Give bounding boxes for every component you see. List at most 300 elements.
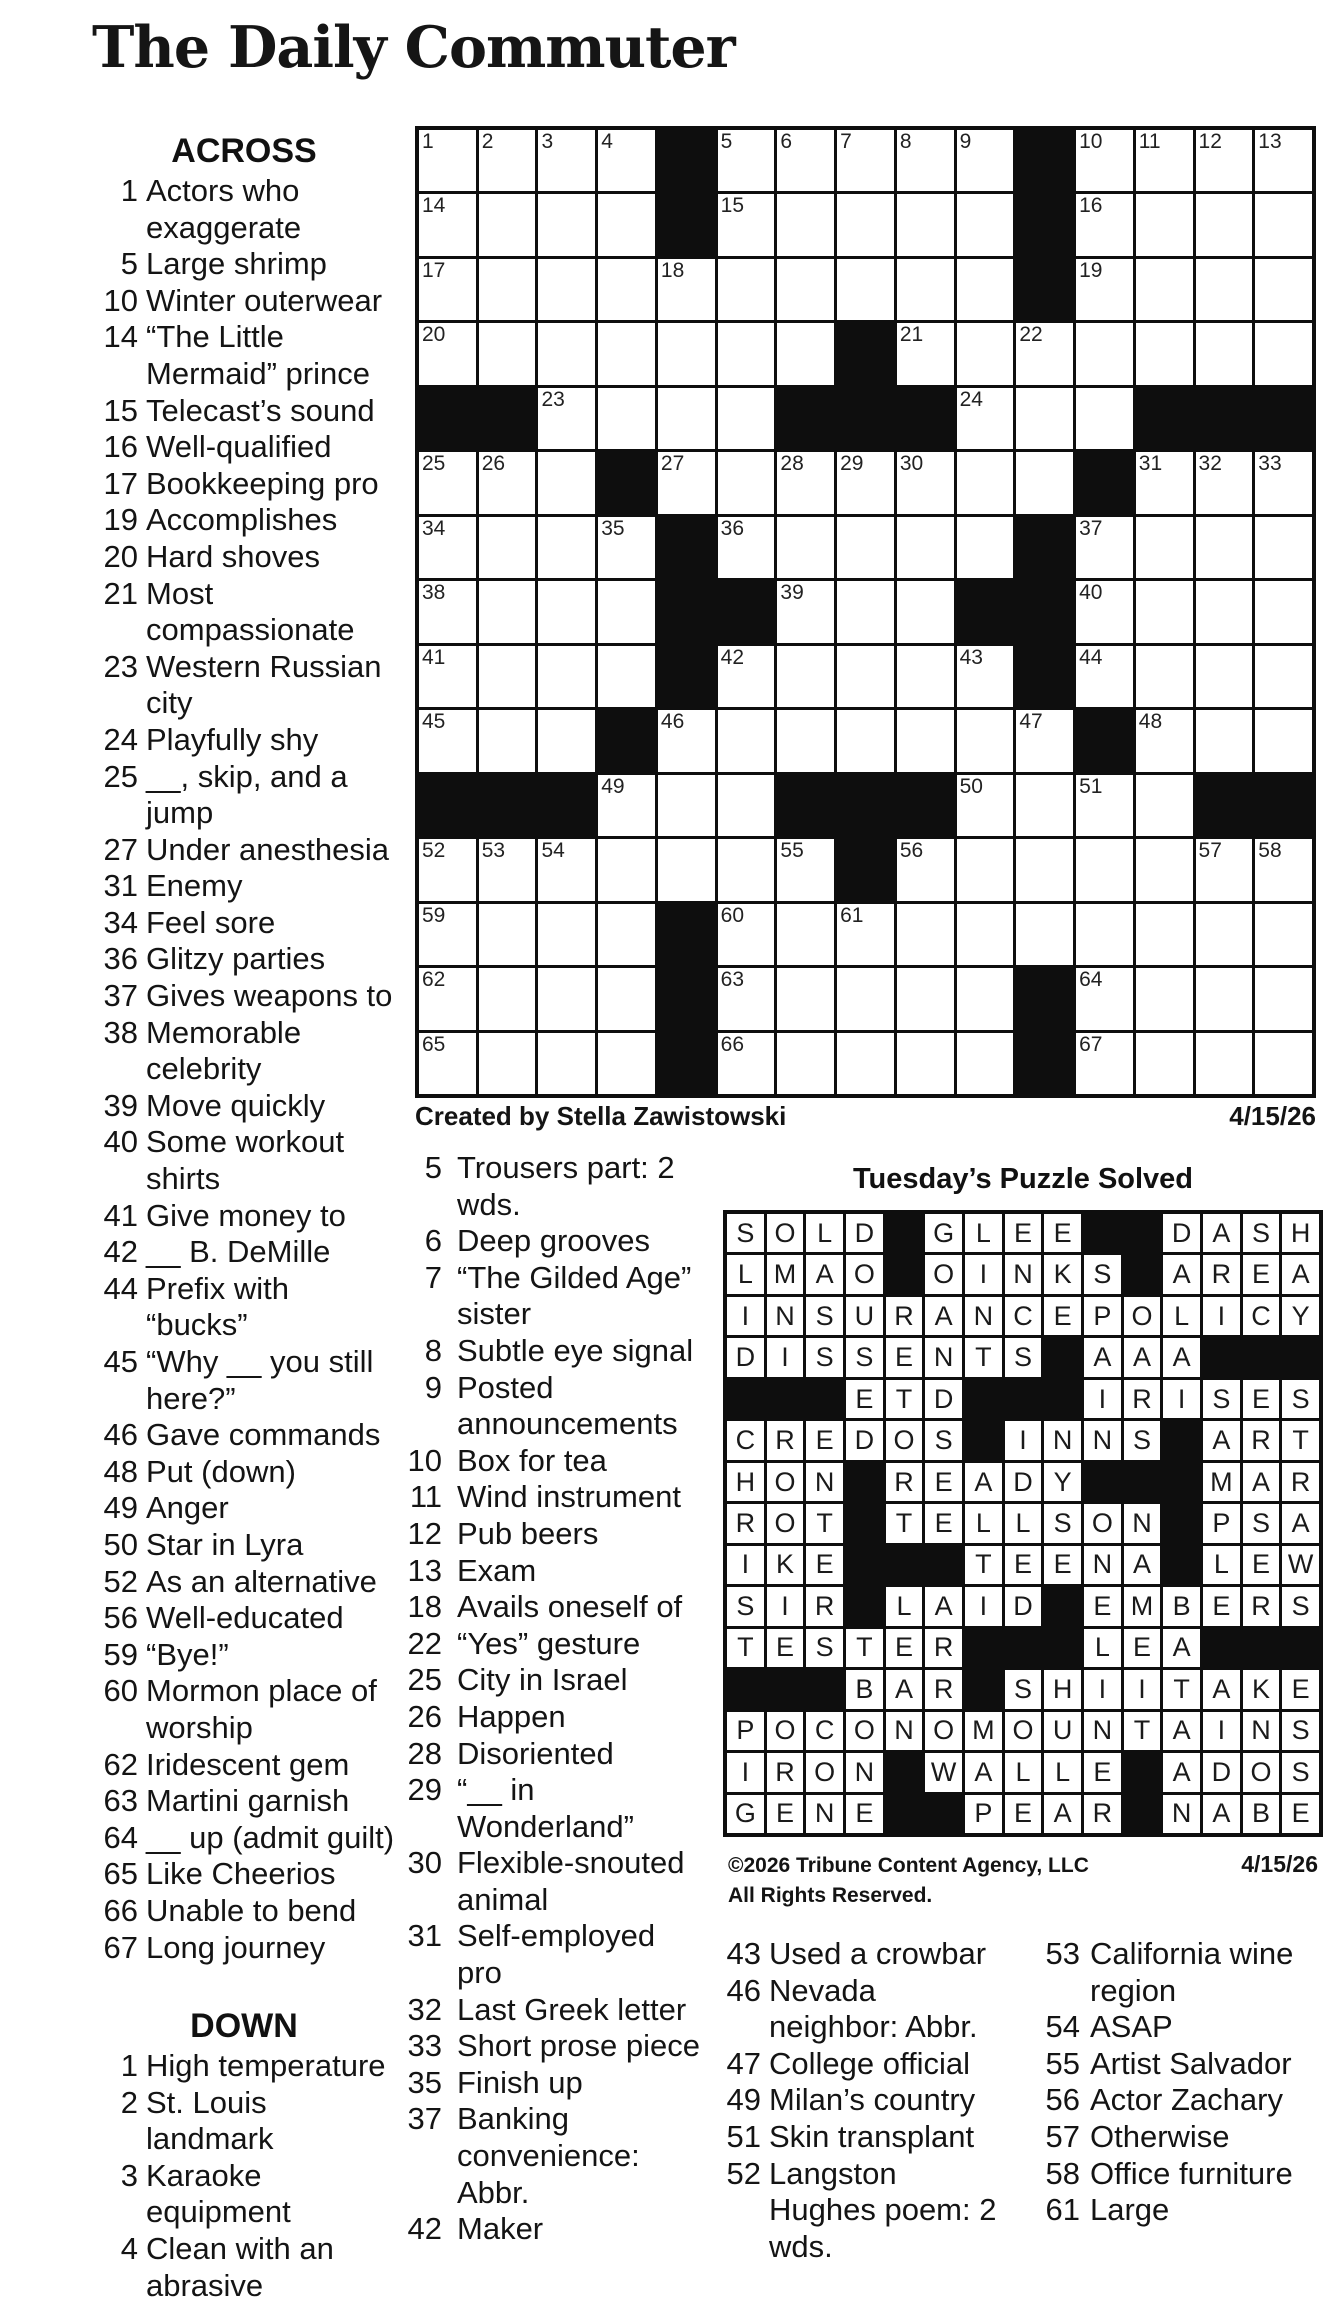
grid-cell[interactable] [419, 904, 476, 965]
grid-cell[interactable] [777, 259, 834, 320]
down-header: DOWN [190, 2007, 298, 2046]
grid-cell[interactable] [718, 517, 775, 578]
grid-cell[interactable] [538, 452, 595, 513]
grid-cell[interactable] [419, 646, 476, 707]
grid-cell[interactable] [658, 710, 715, 771]
grid-cell[interactable] [1076, 517, 1133, 578]
grid-cell[interactable] [479, 646, 536, 707]
crossword-grid [415, 126, 1316, 1098]
grid-cell[interactable] [538, 710, 595, 771]
solved-letter-cell: E [1124, 1629, 1161, 1667]
grid-cell[interactable] [897, 710, 954, 771]
clue-number: 53 [1045, 1936, 1080, 1971]
clue-number: 52 [726, 2155, 761, 2191]
grid-cell[interactable] [1136, 259, 1193, 320]
grid-cell[interactable] [1196, 452, 1253, 513]
black-square [1044, 1629, 1081, 1667]
grid-cell[interactable] [1255, 710, 1312, 771]
clue-number: 19 [103, 502, 138, 538]
grid-cell[interactable] [1136, 517, 1193, 578]
solved-letter-cell: R [925, 1670, 962, 1708]
grid-cell[interactable] [1196, 323, 1253, 384]
clue-text: St. Louis landmark [146, 2084, 274, 2157]
grid-cell[interactable] [598, 968, 655, 1029]
grid-cell[interactable] [598, 323, 655, 384]
clue-number: 29 [407, 1772, 442, 1808]
grid-cell[interactable] [777, 194, 834, 255]
grid-cell[interactable] [837, 259, 894, 320]
solved-letter-cell: N [886, 1712, 923, 1750]
grid-cell[interactable] [1076, 323, 1133, 384]
grid-cell[interactable] [598, 646, 655, 707]
grid-cell[interactable] [718, 323, 775, 384]
grid-cell[interactable] [538, 517, 595, 578]
grid-cell[interactable] [1136, 904, 1193, 965]
grid-cell[interactable] [777, 323, 834, 384]
grid-cell[interactable] [1255, 194, 1312, 255]
grid-cell[interactable] [419, 968, 476, 1029]
grid-cell[interactable] [598, 839, 655, 900]
cell-number: 20 [422, 323, 446, 347]
grid-cell[interactable] [538, 130, 595, 191]
clue-number: 49 [726, 2082, 761, 2118]
black-square [658, 130, 715, 191]
grid-cell[interactable] [598, 259, 655, 320]
grid-cell[interactable] [1196, 259, 1253, 320]
clue-item [390, 1516, 702, 1553]
grid-cell[interactable] [897, 323, 954, 384]
grid-cell[interactable] [479, 581, 536, 642]
grid-cell[interactable] [957, 323, 1014, 384]
grid-cell[interactable] [837, 646, 894, 707]
clue-text: Western Russian city [146, 648, 382, 721]
grid-cell[interactable] [1076, 194, 1133, 255]
solved-letter-cell: N [1243, 1712, 1280, 1750]
grid-cell[interactable] [718, 1033, 775, 1094]
grid-cell[interactable] [1016, 323, 1073, 384]
grid-cell[interactable] [479, 710, 536, 771]
grid-cell[interactable] [957, 775, 1014, 836]
grid-cell[interactable] [479, 904, 536, 965]
grid-cell[interactable] [479, 194, 536, 255]
grid-cell[interactable] [1196, 710, 1253, 771]
grid-cell[interactable] [1076, 646, 1133, 707]
grid-cell[interactable] [1255, 839, 1312, 900]
grid-cell[interactable] [1196, 968, 1253, 1029]
solved-letter-cell: S [846, 1338, 883, 1376]
clue-text: Accomplishes [146, 502, 338, 538]
solved-letter-cell: L [1163, 1297, 1200, 1335]
clue-text: Avails oneself of [457, 1589, 683, 1625]
solved-letter-cell: I [1163, 1380, 1200, 1418]
solved-letter-cell: H [727, 1463, 764, 1501]
grid-cell[interactable] [658, 323, 715, 384]
solved-letter-cell: I [965, 1587, 1002, 1625]
clue-item [90, 576, 398, 649]
grid-cell[interactable] [658, 259, 715, 320]
grid-cell[interactable] [1255, 452, 1312, 513]
grid-cell[interactable] [419, 323, 476, 384]
grid-cell[interactable] [837, 194, 894, 255]
grid-cell[interactable] [1076, 130, 1133, 191]
grid-cell[interactable] [658, 839, 715, 900]
grid-cell[interactable] [718, 646, 775, 707]
cell-number: 34 [422, 516, 446, 540]
cell-number: 60 [720, 903, 745, 927]
grid-cell[interactable] [837, 710, 894, 771]
cell-number: 10 [1079, 130, 1103, 153]
clue-number: 23 [103, 648, 138, 684]
solved-letter-cell: E [846, 1795, 883, 1833]
cell-number: 25 [422, 452, 446, 476]
grid-cell[interactable] [837, 968, 894, 1029]
grid-cell[interactable] [1255, 1033, 1312, 1094]
grid-cell[interactable] [897, 130, 954, 191]
grid-cell[interactable] [538, 839, 595, 900]
grid-cell[interactable] [718, 388, 775, 449]
grid-cell[interactable] [1016, 452, 1073, 513]
grid-cell[interactable] [777, 646, 834, 707]
grid-cell[interactable] [777, 517, 834, 578]
clue-text: Office furniture [1090, 2155, 1293, 2191]
grid-cell[interactable] [1136, 581, 1193, 642]
grid-cell[interactable] [897, 259, 954, 320]
clue-text: Clean with an abrasive [146, 2231, 334, 2303]
black-square [897, 775, 954, 836]
grid-cell[interactable] [538, 259, 595, 320]
clue-number: 46 [103, 1417, 138, 1453]
grid-cell[interactable] [538, 904, 595, 965]
grid-cell[interactable] [1076, 904, 1133, 965]
grid-cell[interactable] [1255, 323, 1312, 384]
grid-cell[interactable] [419, 1033, 476, 1094]
grid-cell[interactable] [419, 259, 476, 320]
grid-cell[interactable] [1136, 968, 1193, 1029]
black-square [658, 968, 715, 1029]
grid-cell[interactable] [897, 968, 954, 1029]
grid-cell[interactable] [479, 517, 536, 578]
grid-cell[interactable] [718, 710, 775, 771]
solved-letter-cell: E [925, 1504, 962, 1542]
cell-number: 29 [840, 452, 864, 476]
grid-cell[interactable] [1136, 839, 1193, 900]
solved-letter-cell: P [727, 1712, 764, 1750]
grid-cell[interactable] [1076, 388, 1133, 449]
grid-cell[interactable] [1255, 646, 1312, 707]
clue-item [90, 2158, 398, 2231]
cell-number: 14 [422, 194, 446, 218]
black-square [1016, 194, 1073, 255]
copyright-notice [728, 1851, 1148, 1911]
clue-item [390, 1992, 702, 2029]
grid-cell[interactable] [897, 517, 954, 578]
grid-cell[interactable] [1196, 130, 1253, 191]
grid-cell[interactable] [718, 904, 775, 965]
cell-number: 56 [899, 839, 924, 863]
grid-cell[interactable] [538, 968, 595, 1029]
grid-cell[interactable] [957, 130, 1014, 191]
grid-cell[interactable] [1136, 646, 1193, 707]
grid-cell[interactable] [1076, 259, 1133, 320]
grid-cell[interactable] [777, 1033, 834, 1094]
grid-cell[interactable] [479, 1033, 536, 1094]
grid-cell[interactable] [897, 1033, 954, 1094]
grid-cell[interactable] [1136, 452, 1193, 513]
solved-letter-cell: I [1203, 1712, 1240, 1750]
grid-cell[interactable] [598, 517, 655, 578]
solved-letter-cell: R [925, 1629, 962, 1667]
down-clue-list-bottom-right [1022, 1936, 1327, 2229]
grid-cell[interactable] [1076, 775, 1133, 836]
grid-cell[interactable] [538, 646, 595, 707]
grid-cell[interactable] [897, 904, 954, 965]
grid-cell[interactable] [1076, 839, 1133, 900]
solved-letter-cell: R [727, 1504, 764, 1542]
clue-item [712, 2082, 1012, 2119]
clue-number: 2 [120, 2084, 138, 2120]
grid-cell[interactable] [957, 839, 1014, 900]
cell-number: 57 [1198, 839, 1222, 863]
grid-cell[interactable] [598, 130, 655, 191]
grid-cell[interactable] [718, 839, 775, 900]
cell-number: 7 [840, 130, 852, 153]
clue-item [712, 2119, 1012, 2156]
clue-text: Nevada neighbor: Abbr. [769, 1972, 978, 2045]
clue-number: 4 [120, 2231, 138, 2267]
grid-cell[interactable] [718, 259, 775, 320]
grid-cell[interactable] [957, 710, 1014, 771]
cell-number: 45 [422, 710, 446, 734]
grid-cell[interactable] [777, 710, 834, 771]
grid-cell[interactable] [598, 904, 655, 965]
grid-cell[interactable] [598, 775, 655, 836]
grid-cell[interactable] [479, 130, 536, 191]
clue-item [90, 1673, 398, 1746]
solved-letter-cell: O [846, 1255, 883, 1293]
grid-cell[interactable] [1016, 839, 1073, 900]
solved-letter-cell: R [1203, 1255, 1240, 1293]
grid-cell[interactable] [1016, 775, 1073, 836]
clue-item [90, 1198, 398, 1235]
grid-cell[interactable] [897, 646, 954, 707]
grid-cell[interactable] [419, 452, 476, 513]
grid-cell[interactable] [1196, 517, 1253, 578]
black-square [1016, 130, 1073, 191]
grid-cell[interactable] [419, 710, 476, 771]
grid-cell[interactable] [1196, 581, 1253, 642]
grid-cell[interactable] [897, 581, 954, 642]
black-square [1084, 1463, 1121, 1501]
black-square [837, 323, 894, 384]
grid-cell[interactable] [1136, 710, 1193, 771]
grid-cell[interactable] [1136, 775, 1193, 836]
black-square [1282, 1629, 1319, 1667]
grid-cell[interactable] [957, 452, 1014, 513]
grid-cell[interactable] [777, 130, 834, 191]
grid-cell[interactable] [837, 1033, 894, 1094]
black-square [1016, 968, 1073, 1029]
solved-letter-cell: O [1243, 1753, 1280, 1791]
grid-cell[interactable] [1255, 517, 1312, 578]
grid-cell[interactable] [538, 1033, 595, 1094]
grid-cell[interactable] [1255, 904, 1312, 965]
grid-cell[interactable] [658, 775, 715, 836]
grid-cell[interactable] [1016, 388, 1073, 449]
grid-cell[interactable] [957, 646, 1014, 707]
grid-cell[interactable] [897, 194, 954, 255]
clue-number: 59 [103, 1636, 138, 1672]
grid-cell[interactable] [777, 904, 834, 965]
solved-letter-cell: O [925, 1712, 962, 1750]
grid-cell[interactable] [1016, 710, 1073, 771]
clue-text: Posted announcements [457, 1369, 678, 1442]
grid-cell[interactable] [1136, 130, 1193, 191]
grid-cell[interactable] [1136, 194, 1193, 255]
grid-cell[interactable] [1196, 904, 1253, 965]
grid-cell[interactable] [538, 323, 595, 384]
black-square [1124, 1463, 1161, 1501]
clue-item [90, 283, 398, 320]
grid-cell[interactable] [479, 323, 536, 384]
grid-cell[interactable] [1016, 904, 1073, 965]
grid-cell[interactable] [419, 130, 476, 191]
grid-cell[interactable] [1136, 323, 1193, 384]
cell-number: 39 [780, 581, 804, 605]
grid-cell[interactable] [957, 1033, 1014, 1094]
grid-cell[interactable] [538, 388, 595, 449]
clue-text: Some workout shirts [146, 1124, 345, 1197]
grid-cell[interactable] [538, 581, 595, 642]
black-square [598, 452, 655, 513]
grid-cell[interactable] [1076, 581, 1133, 642]
grid-cell[interactable] [897, 839, 954, 900]
solved-letter-cell: H [1282, 1214, 1319, 1252]
grid-cell[interactable] [957, 904, 1014, 965]
clue-number: 16 [103, 429, 138, 465]
clue-text: __ up (admit guilt) [146, 1819, 395, 1855]
grid-cell[interactable] [1196, 646, 1253, 707]
solved-letter-cell: A [886, 1670, 923, 1708]
grid-cell[interactable] [598, 581, 655, 642]
solved-letter-cell: I [767, 1338, 804, 1376]
grid-cell[interactable] [658, 452, 715, 513]
clue-text: Self-employed pro [457, 1918, 656, 1991]
solved-letter-cell: K [767, 1546, 804, 1584]
grid-cell[interactable] [1255, 581, 1312, 642]
clue-text: Actors who exaggerate [146, 173, 302, 245]
grid-cell[interactable] [837, 452, 894, 513]
solved-letter-cell: A [1163, 1753, 1200, 1791]
black-square [1282, 1338, 1319, 1376]
solved-letter-cell: A [1124, 1546, 1161, 1584]
solved-letter-cell: D [925, 1380, 962, 1418]
grid-cell[interactable] [598, 1033, 655, 1094]
grid-cell[interactable] [1255, 259, 1312, 320]
grid-cell[interactable] [777, 581, 834, 642]
grid-cell[interactable] [718, 194, 775, 255]
grid-cell[interactable] [1196, 839, 1253, 900]
clue-number: 56 [1045, 2082, 1080, 2118]
grid-cell[interactable] [837, 904, 894, 965]
black-square [1163, 1546, 1200, 1584]
grid-cell[interactable] [419, 839, 476, 900]
solved-letter-cell: S [1203, 1380, 1240, 1418]
grid-cell[interactable] [837, 130, 894, 191]
solved-letter-cell: S [806, 1297, 843, 1335]
black-square [1044, 1587, 1081, 1625]
grid-cell[interactable] [598, 194, 655, 255]
grid-cell[interactable] [957, 194, 1014, 255]
clue-item [90, 941, 398, 978]
clue-number: 10 [407, 1442, 442, 1478]
grid-cell[interactable] [598, 388, 655, 449]
grid-cell[interactable] [479, 259, 536, 320]
grid-cell[interactable] [957, 968, 1014, 1029]
grid-cell[interactable] [419, 517, 476, 578]
cell-number: 2 [481, 130, 494, 153]
grid-cell[interactable] [479, 839, 536, 900]
grid-cell[interactable] [1255, 130, 1312, 191]
cell-number: 65 [422, 1032, 446, 1056]
grid-cell[interactable] [718, 452, 775, 513]
clue-item [90, 832, 398, 869]
clue-text: Happen [457, 1698, 566, 1734]
grid-cell[interactable] [897, 452, 954, 513]
grid-cell[interactable] [1076, 968, 1133, 1029]
grid-cell[interactable] [957, 517, 1014, 578]
cell-number: 12 [1198, 130, 1222, 153]
clue-number: 24 [103, 721, 138, 757]
clue-number: 60 [103, 1673, 138, 1709]
grid-cell[interactable] [538, 194, 595, 255]
clue-text: Glitzy parties [146, 941, 326, 977]
clue-item [712, 1936, 1012, 1973]
solved-letter-cell: N [1084, 1712, 1121, 1750]
page-title: The Daily Commuter [92, 14, 735, 81]
grid-cell[interactable] [479, 968, 536, 1029]
solved-letter-cell: D [1005, 1463, 1042, 1501]
cell-number: 6 [780, 130, 793, 153]
clue-number: 22 [407, 1625, 442, 1661]
solved-puzzle-heading: Tuesday’s Puzzle Solved [852, 1163, 1194, 1195]
grid-cell[interactable] [718, 775, 775, 836]
cell-number: 3 [541, 130, 554, 153]
grid-cell[interactable] [1136, 1033, 1193, 1094]
grid-cell[interactable] [777, 839, 834, 900]
grid-cell[interactable] [837, 517, 894, 578]
grid-cell[interactable] [718, 130, 775, 191]
black-square [846, 1587, 883, 1625]
solved-letter-cell: U [1044, 1712, 1081, 1750]
grid-cell[interactable] [957, 388, 1014, 449]
solved-letter-cell: E [1243, 1255, 1280, 1293]
cell-number: 23 [541, 387, 565, 411]
clue-number: 62 [103, 1746, 138, 1782]
grid-cell[interactable] [1196, 1033, 1253, 1094]
grid-cell[interactable] [957, 259, 1014, 320]
grid-cell[interactable] [479, 452, 536, 513]
grid-cell[interactable] [419, 581, 476, 642]
grid-cell[interactable] [718, 968, 775, 1029]
grid-cell[interactable] [777, 968, 834, 1029]
grid-cell[interactable] [777, 452, 834, 513]
grid-cell[interactable] [419, 194, 476, 255]
grid-cell[interactable] [1255, 968, 1312, 1029]
grid-cell[interactable] [837, 581, 894, 642]
grid-cell[interactable] [1076, 1033, 1133, 1094]
grid-cell[interactable] [658, 388, 715, 449]
grid-cell[interactable] [1196, 194, 1253, 255]
